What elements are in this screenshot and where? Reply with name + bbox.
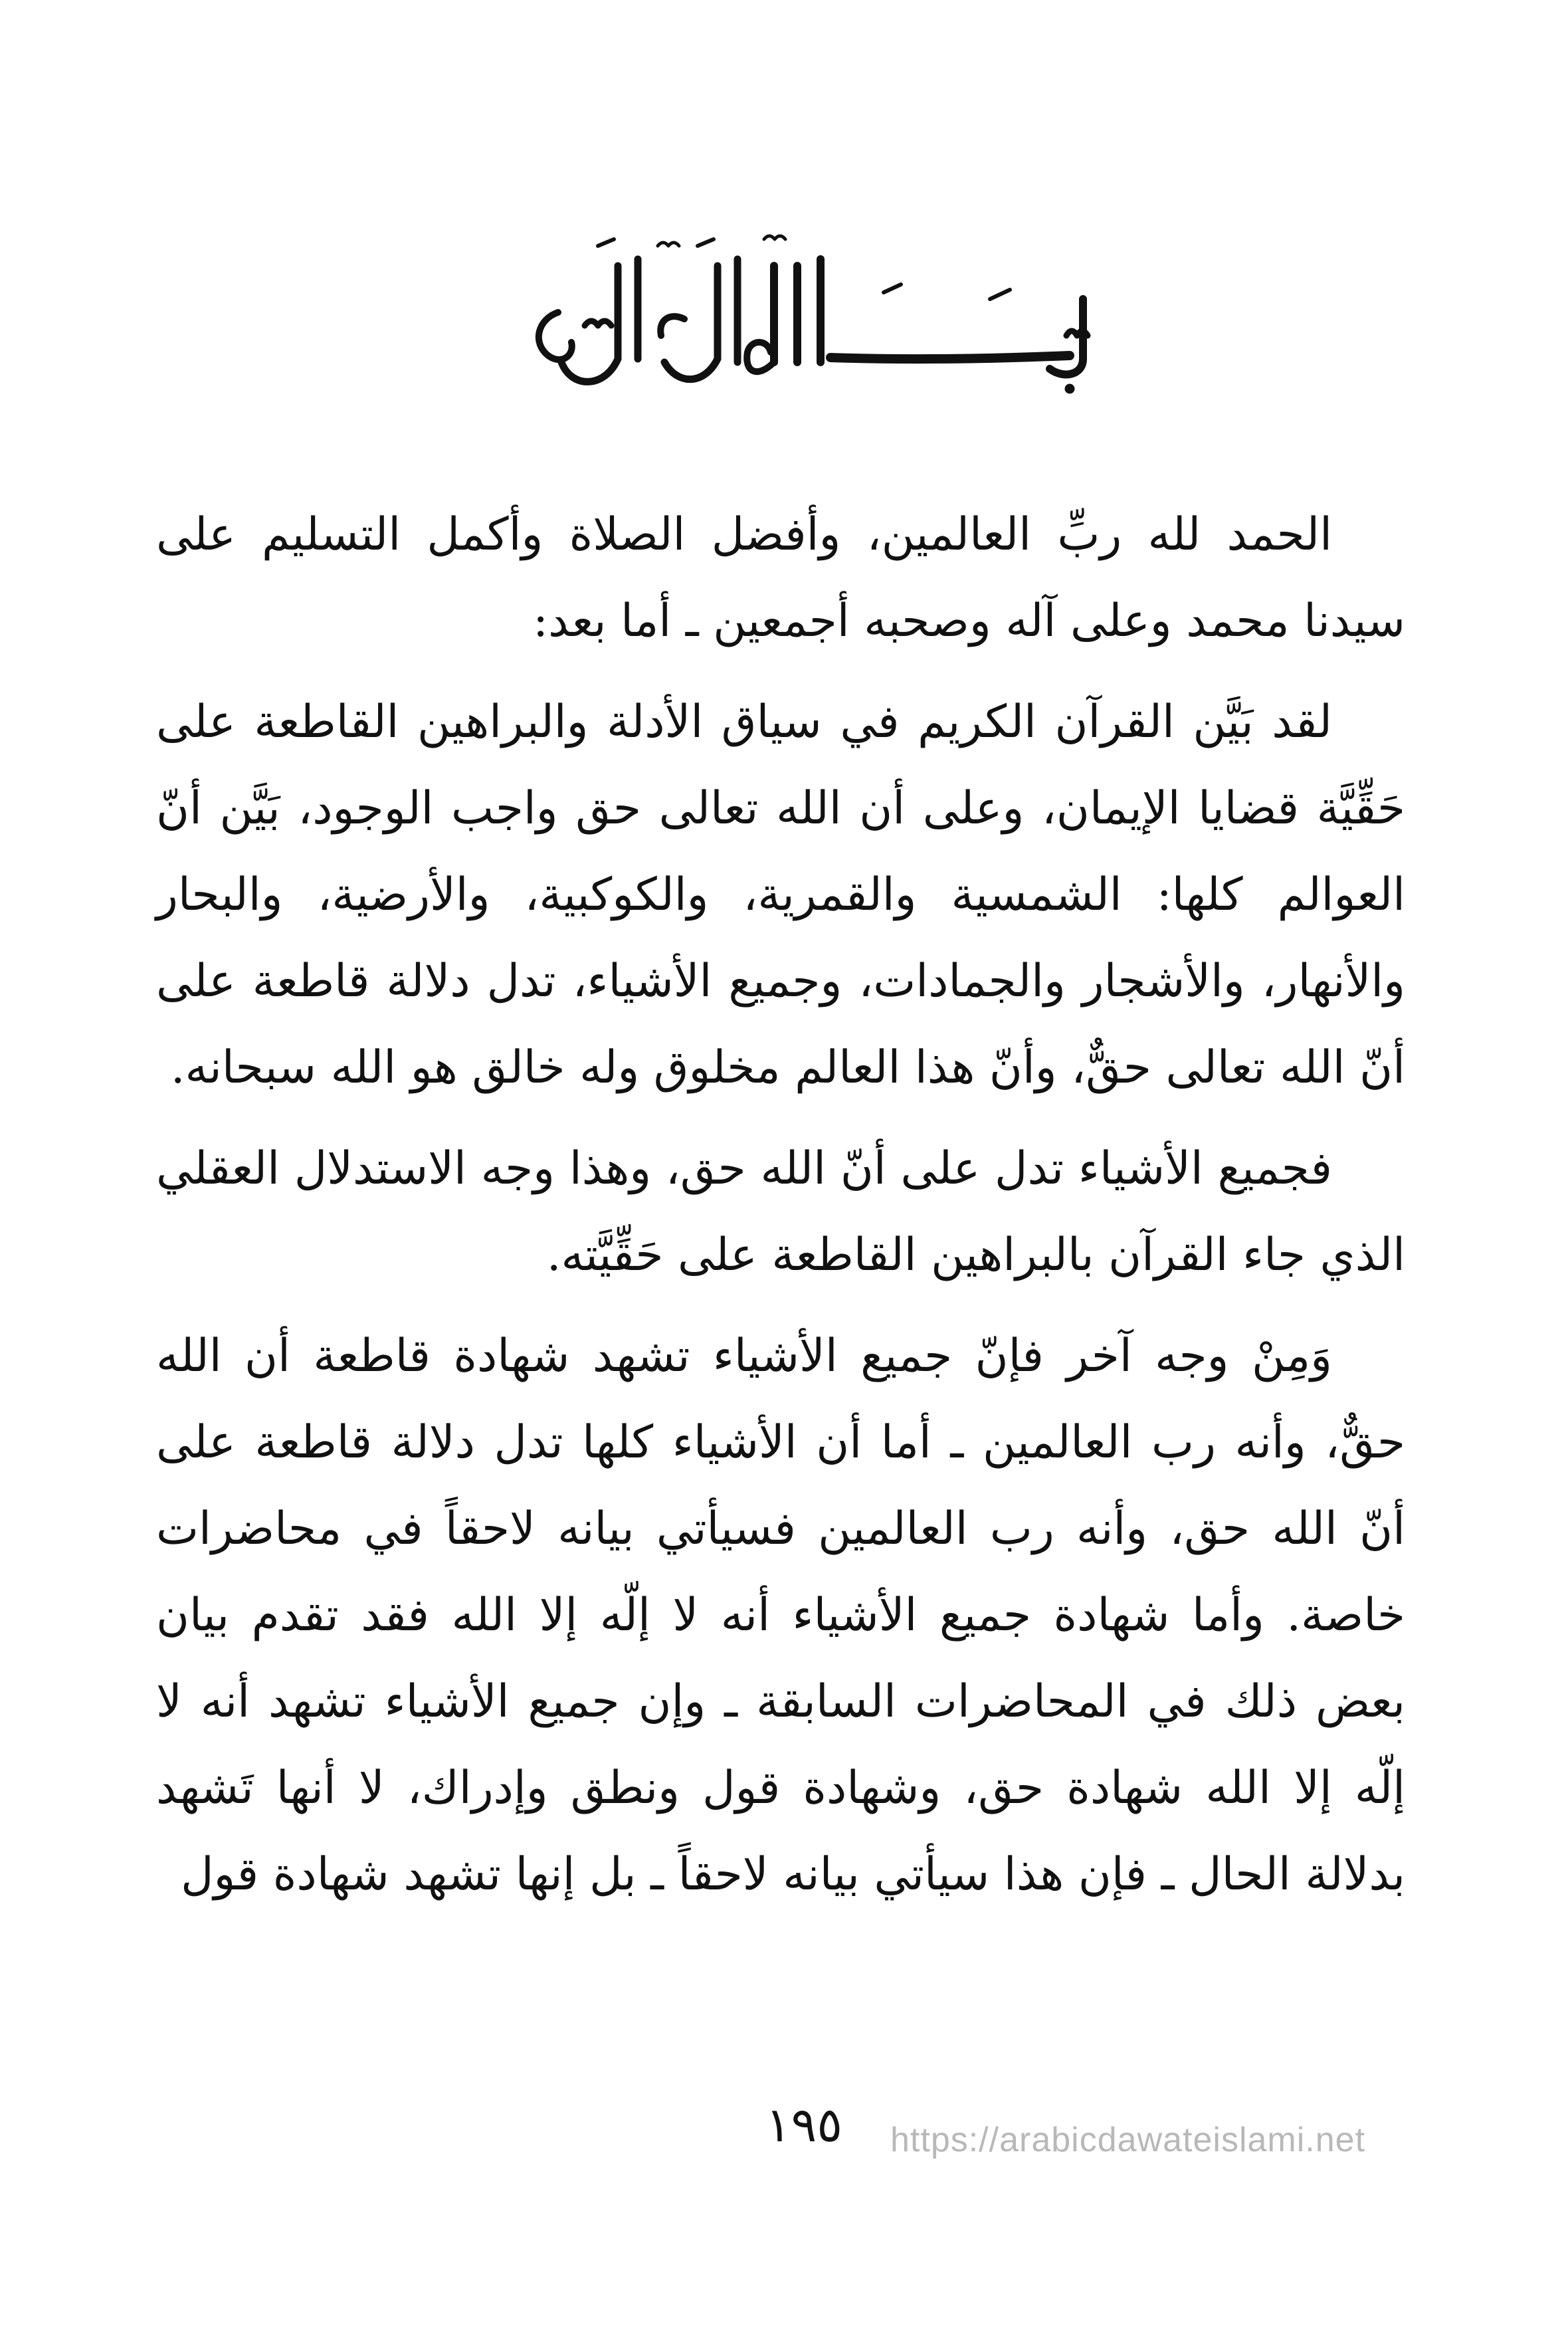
paragraph-quran-proofs: لقد بَيَّن القرآن الكريم في سياق الأدلة والبراهين القاطعة على حَقِّيَّة قضايا الإيمان، وعلى أن الله تعالى حق واجب الوجود، بَيَّن أنّ العوالم كلها: الشمسية والقمرية، والكوكبية، والأرضية، والبحار والأنهار، والأشجار والجمادات، وجميع الأشياء، تدل دلالة قاطعة على أنّ الله تعالى حقٌّ، وأنّ هذا العالم مخلوق وله خالق هو الله سبحانه. xyxy=(156,696,1405,1094)
body-text xyxy=(156,492,1405,1918)
basmala-calligraphy xyxy=(485,219,1136,419)
paragraph-testimony: وَمِنْ وجه آخر فإنّ جميع الأشياء تشهد شهادة قاطعة أن الله حقٌّ، وأنه رب العالمين ـ أما أن الأشياء كلها تدل دلالة قاطعة على أنّ الله حق، وأنه رب العالمين فسيأتي بيانه لاحقاً في محاضرات خاصة. وأما شهادة جميع الأشياء أنه لا إلّه إلا الله فقد تقدم بيان بعض ذلك في المحاضرات السابقة ـ وإن جميع الأشياء تشهد أنه لا إلّه إلا الله شهادة حق، وشهادة قول ونطق وإدراك، لا أنها تَشهد بدلالة الحال ـ فإن هذا سيأتي بيانه لاحقاً ـ بل إنها تشهد شهادة قول xyxy=(156,1330,1405,1901)
paragraph-rational-evidence: فجميع الأشياء تدل على أنّ الله حق، وهذا وجه الاستدلال العقلي الذي جاء القرآن بالبراهين القاطعة على حَقِّيَّته. xyxy=(156,1142,1405,1281)
watermark-url: https://arabicdawateislami.net xyxy=(890,2121,1366,2159)
paragraph-opening: الحمد لله ربِّ العالمين، وأفضل الصلاة وأكمل التسليم على سيدنا محمد وعلى آله وصحبه أجمعين ـ أما بعد: xyxy=(156,508,1405,647)
page-number: ١٩٥ xyxy=(765,2097,842,2153)
basmala-calligraphy-icon xyxy=(485,219,1136,419)
